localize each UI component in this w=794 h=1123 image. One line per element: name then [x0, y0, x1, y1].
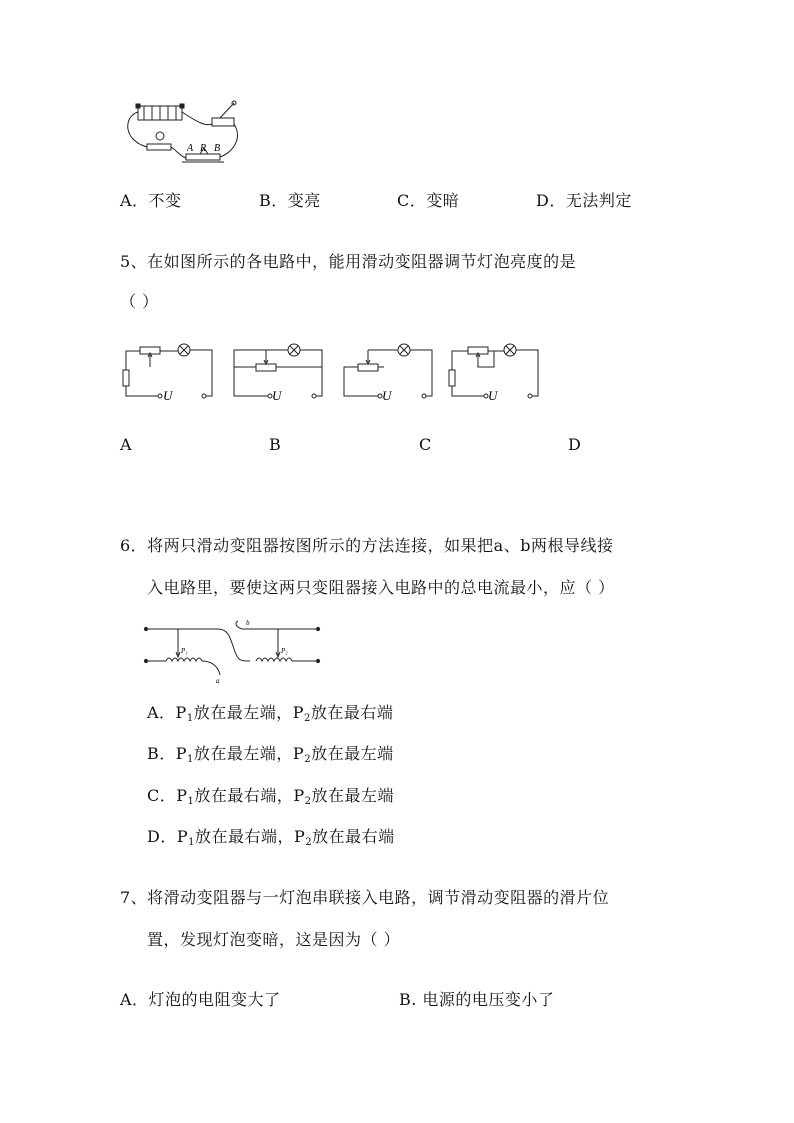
q6-fig-p1: P₁ [181, 647, 188, 655]
q5-option-d: D [568, 435, 582, 454]
q5-stem: 5、在如图所示的各电路中，能用滑动变阻器调节灯泡亮度的是 [120, 252, 577, 271]
q6-option-b: B．$P_1$放在最左端，$P_2$放在最左端 [147, 744, 394, 765]
q4-option-d: D．无法判定 [536, 191, 632, 210]
q7-stem-line1: 7、将滑动变阻器与一灯泡串联接入电路，调节滑动变阻器的滑片位 [120, 888, 610, 907]
fig4-label-a: A [187, 143, 194, 154]
battery-box [136, 104, 184, 120]
q6-fig-b: b [246, 619, 250, 627]
q4-option-c: C．变暗 [397, 191, 460, 210]
q5-circuit-c-u: U [382, 388, 392, 402]
q5-circuit-b-u: U [272, 388, 282, 402]
q6-option-a: A．$P_1$放在最左端，$P_2$放在最右端 [147, 703, 394, 724]
q5-answer-bracket: （ ） [120, 292, 159, 311]
fig4-label-r: R [200, 143, 207, 154]
lamp [147, 132, 171, 150]
q5-option-a: A [120, 435, 133, 454]
q5-circuit-d-u: U [488, 388, 498, 402]
q5-circuit-c [338, 340, 438, 402]
q5-circuit-a [118, 340, 218, 402]
q6-stem-line1: 6．将两只滑动变阻器按图所示的方法连接，如果把a、b两根导线接 [120, 536, 614, 555]
q6-option-d: D．$P_1$放在最右端，$P_2$放在最右端 [147, 827, 395, 848]
q6-fig-p2: P₂ [281, 647, 288, 655]
q5-circuit-a-u: U [163, 388, 173, 402]
q5-circuit-b [228, 340, 328, 402]
q7-option-b: B. 电源的电压变小了 [399, 990, 555, 1009]
q5-circuit-d [444, 340, 544, 402]
q4-option-b: B．变亮 [259, 191, 321, 210]
q7-option-a: A．灯泡的电阻变大了 [120, 990, 281, 1009]
q4-option-a: A．不变 [120, 191, 182, 210]
switch [212, 101, 236, 126]
q6-option-c: C．$P_1$放在最右端，$P_2$放在最左端 [147, 786, 395, 807]
q6-stem-line2: 入电路里，要使这两只变阻器接入电路中的总电流最小，应（ ） [147, 578, 615, 597]
q5-option-b: B [269, 435, 282, 454]
q6-fig-a: a [216, 677, 220, 685]
fig4-label-b: B [214, 143, 221, 154]
q5-option-c: C [419, 435, 432, 454]
q4-apparatus-figure [120, 100, 250, 175]
q7-stem-line2: 置，发现灯泡变暗，这是因为（ ） [147, 930, 401, 949]
q6-rheostat-figure [138, 615, 326, 685]
